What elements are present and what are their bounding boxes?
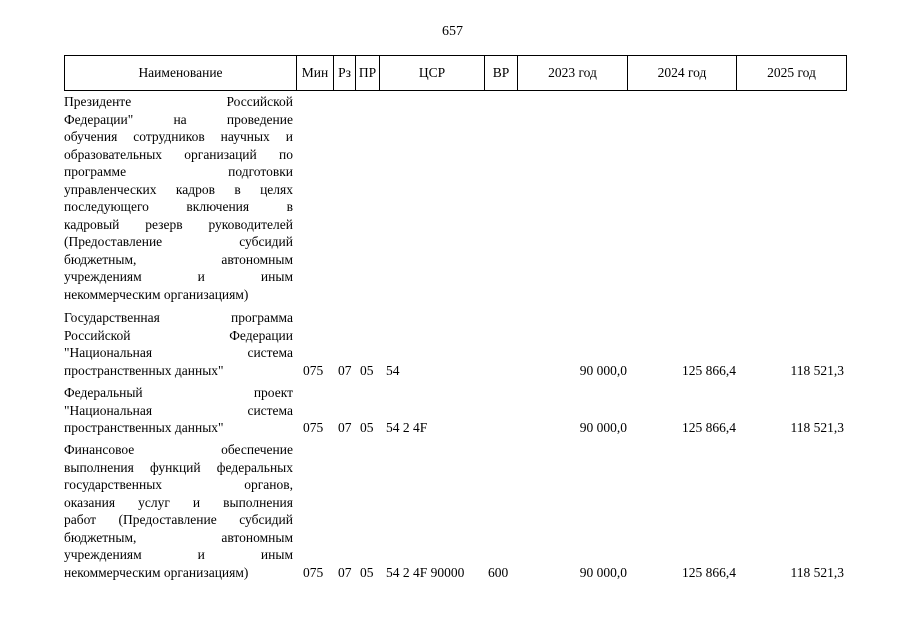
row-name-line: Федерации" на проведение [64, 111, 293, 127]
row-name-line: обучения сотрудников научных и [64, 129, 293, 144]
cell-2023: 90 000,0 [579, 564, 627, 580]
header-2025: 2025 год [737, 56, 847, 91]
row-name-line: оказания услуг и выполнения [64, 494, 293, 510]
header-csr: ЦСР [380, 56, 485, 91]
cell-min: 075 [303, 419, 324, 435]
row-name-line: пространственных данных" [64, 362, 224, 378]
table-row [0, 309, 905, 379]
row-name [64, 441, 293, 581]
row-name [64, 309, 293, 379]
row-name-line: последующего включения в [64, 199, 293, 214]
row-name-line: некоммерческим организациям) [64, 286, 249, 302]
row-name-line: бюджетным, автономным [64, 251, 293, 267]
row-name-line: учреждениям и иным [64, 269, 293, 284]
cell-csr: 54 [386, 362, 400, 378]
cell-pr: 05 [360, 419, 374, 435]
header-2023: 2023 год [518, 56, 628, 91]
row-name-line: работ (Предоставление субсидий [64, 512, 293, 527]
row-name [64, 384, 293, 437]
row-name-line: образовательных организаций по [64, 146, 293, 162]
row-name-line: выполнения функций федеральных [64, 459, 293, 475]
cell-rz: 07 [338, 564, 352, 580]
row-name-line: программе подготовки [64, 164, 293, 179]
table-header [64, 55, 847, 91]
row-name-line: учреждениям и иным [64, 547, 293, 562]
header-2024: 2024 год [628, 56, 737, 91]
row-name-line: кадровый резерв руководителей [64, 216, 293, 232]
cell-2024: 125 866,4 [682, 419, 736, 435]
row-name-line: Государственная программа [64, 310, 293, 325]
row-name-line: пространственных данных" [64, 420, 224, 435]
page-number: 657 [442, 24, 463, 39]
cell-2024: 125 866,4 [682, 362, 736, 378]
header-pr: ПР [356, 56, 380, 91]
header-name: Наименование [65, 56, 297, 91]
header-vr: ВР [485, 56, 518, 91]
header-min: Мин [297, 56, 334, 91]
cell-rz: 07 [338, 362, 352, 378]
row-name-line: Президенте Российской [64, 94, 293, 109]
row-name-line: управленческих кадров в целях [64, 181, 293, 197]
cell-2025: 118 521,3 [790, 564, 844, 580]
table-row [0, 93, 905, 303]
cell-2025: 118 521,3 [790, 362, 844, 378]
cell-vr: 600 [488, 564, 509, 580]
row-name-line: некоммерческим организациям) [64, 564, 249, 580]
cell-2024: 125 866,4 [682, 564, 736, 580]
row-name-line: Федеральный проект [64, 385, 293, 400]
row-name [64, 93, 293, 303]
row-name-line: "Национальная система [64, 345, 293, 360]
cell-2023: 90 000,0 [579, 362, 627, 378]
cell-2023: 90 000,0 [579, 419, 627, 435]
cell-pr: 05 [360, 564, 374, 580]
cell-min: 075 [303, 564, 324, 580]
row-name-line: Российской Федерации [64, 327, 293, 343]
cell-csr: 54 2 4F 90000 [386, 564, 465, 580]
cell-pr: 05 [360, 362, 374, 378]
row-name-line: государственных органов, [64, 477, 293, 492]
table-row [0, 384, 905, 436]
cell-rz: 07 [338, 419, 352, 435]
cell-min: 075 [303, 362, 324, 378]
header-rz: Рз [334, 56, 356, 91]
row-name-line: бюджетным, автономным [64, 529, 293, 545]
table-row [0, 441, 905, 581]
row-name-line: "Национальная система [64, 402, 293, 418]
cell-csr: 54 2 4F [386, 419, 428, 435]
cell-2025: 118 521,3 [790, 419, 844, 435]
row-name-line: (Предоставление субсидий [64, 234, 293, 249]
row-name-line: Финансовое обеспечение [64, 442, 293, 457]
